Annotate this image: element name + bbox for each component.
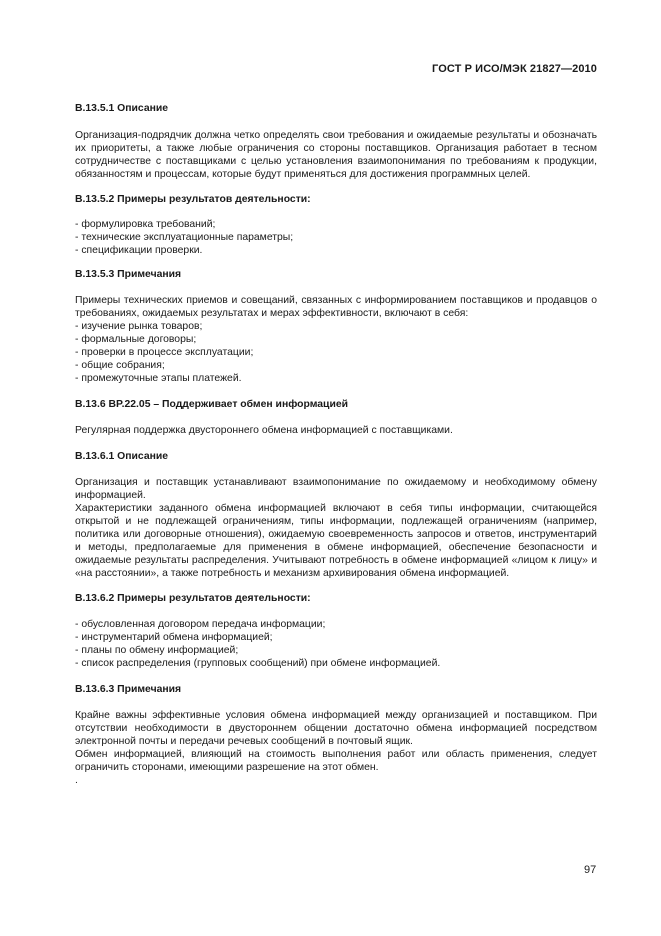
- paragraph: Обмен информацией, влияющий на стоимость выполнения работ или область применения, следует ограничить сторонами, имеющими разрешение на этот обмен.: [75, 749, 597, 773]
- section-heading: В.13.5.1 Описание: [75, 103, 169, 114]
- section-heading: В.13.6.1 Описание: [75, 451, 169, 462]
- list-item: - формулировка требований;: [75, 219, 216, 230]
- section-heading: В.13.6 BP.22.05 – Поддерживает обмен информацией: [75, 399, 348, 410]
- list-item: - спецификации проверки.: [75, 245, 203, 256]
- section-heading: В.13.5.2 Примеры результатов деятельности:: [75, 194, 311, 205]
- paragraph: Крайне важны эффективные условия обмена информацией между организацией и поставщиком. При отсутствии необходимости в двустороннем общении достаточно обмена информацией посредством электронной почты и передачи речевых сообщений в почтовый ящик.: [75, 710, 597, 747]
- list-item: - инструментарий обмена информацией;: [75, 632, 273, 643]
- page-number: 97: [584, 864, 597, 876]
- list-item: - обусловленная договором передача информации;: [75, 619, 326, 630]
- section-heading: В.13.6.2 Примеры результатов деятельности:: [75, 593, 311, 604]
- list-item: - формальные договоры;: [75, 334, 197, 345]
- list-item: - технические эксплуатационные параметры;: [75, 232, 294, 243]
- section-heading: В.13.5.3 Примечания: [75, 269, 182, 280]
- paragraph: Регулярная поддержка двустороннего обмена информацией с поставщиками.: [75, 425, 453, 436]
- standard-header: ГОСТ Р ИСО/МЭК 21827—2010: [432, 63, 597, 75]
- list-item: - проверки в процессе эксплуатации;: [75, 347, 254, 358]
- paragraph: Организация-подрядчик должна четко определять свои требования и ожидаемые результаты и обозначать их приоритеты, а также любые ограничения со стороны поставщиков. Организация работает в тесном сотрудничестве с поставщиками с целью установления взаимопонимания по требованиям к продукции, обязанностям и процессам, которые будут применяться для достижения программных целей.: [75, 130, 597, 180]
- trailing-mark: .: [75, 775, 78, 786]
- paragraph: Характеристики заданного обмена информацией включают в себя типы информации, считающейся открытой и не подлежащей ограничениям, типы информации, подлежащей ограничениям (например, политика или договорные отношения), ожидаемую своевременность запросов и ответов, инструментарий и методы, предполагаемые для применения в обмене информацией, обеспечение безопасности и ожидаемые результаты распределения. Учитывают потребность в обмене информацией «лицом к лицу» и «на расстоянии», а также потребность и механизм архивирования обмена информацией.: [75, 503, 597, 579]
- list-item: - изучение рынка товаров;: [75, 321, 203, 332]
- page-content: [75, 102, 597, 787]
- list-item: - список распределения (групповых сообщений) при обмене информацией.: [75, 658, 441, 669]
- list-item: - общие собрания;: [75, 360, 165, 371]
- section-heading: В.13.6.3 Примечания: [75, 684, 182, 695]
- list-item: - промежуточные этапы платежей.: [75, 373, 242, 384]
- paragraph: Организация и поставщик устанавливают взаимопонимание по ожидаемому и необходимому обмену информацией.: [75, 477, 597, 501]
- list-item: - планы по обмену информацией;: [75, 645, 239, 656]
- paragraph: Примеры технических приемов и совещаний, связанных с информированием поставщиков и продавцов о требованиях, ожидаемых результатах и мерах эффективности, включают в себя:: [75, 295, 597, 319]
